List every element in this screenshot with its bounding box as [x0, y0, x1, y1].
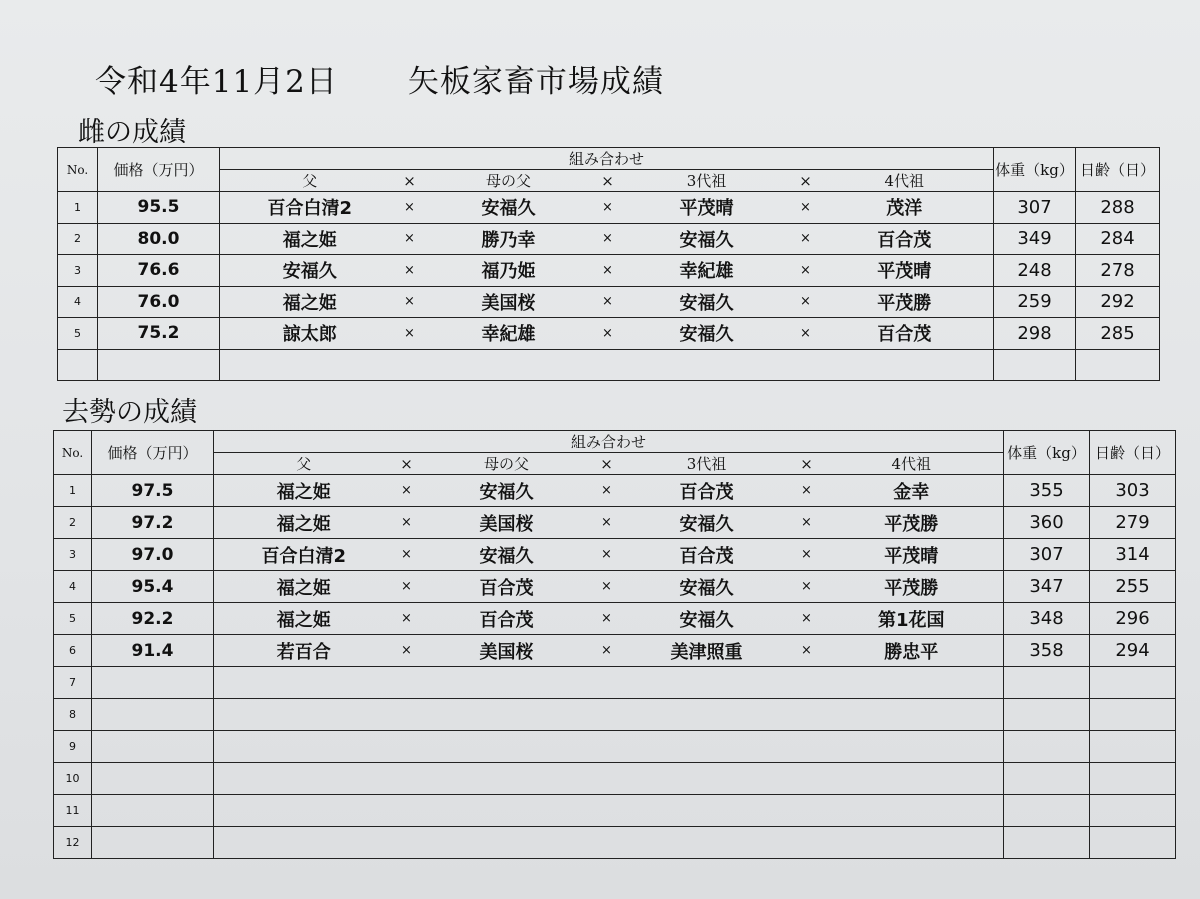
sire-cell: [214, 795, 394, 827]
cross-mark: ×: [796, 192, 816, 224]
weight-cell: [1004, 763, 1090, 795]
third-sire-cell: 安福久: [620, 507, 794, 539]
dam-sire-cell: 百合茂: [420, 603, 594, 635]
weight-cell: 307: [1004, 539, 1090, 571]
third-sire-cell: 安福久: [618, 286, 796, 318]
table-row: [54, 539, 1176, 571]
weight-cell: [1004, 795, 1090, 827]
third-sire-cell: 安福久: [618, 223, 796, 255]
title-market: 矢板家畜市場成績: [407, 64, 664, 100]
cross-mark: ×: [794, 475, 820, 507]
age-cell: 296: [1090, 603, 1176, 635]
dam-sire-cell: 安福久: [420, 475, 594, 507]
table-row: [54, 603, 1176, 635]
cross-mark: [400, 349, 420, 381]
cross-mark: [394, 731, 420, 763]
row-number: 8: [54, 699, 92, 731]
cross-mark: [794, 699, 820, 731]
cross-mark: ×: [796, 286, 816, 318]
age-cell: [1076, 349, 1160, 381]
age-cell: 278: [1076, 255, 1160, 287]
age-cell: 314: [1090, 539, 1176, 571]
price-cell: 76.0: [98, 286, 220, 318]
fourth-sire-cell: [816, 349, 994, 381]
row-number: 5: [54, 603, 92, 635]
price-cell: 92.2: [92, 603, 214, 635]
cross-mark: ×: [794, 571, 820, 603]
table-row: [54, 795, 1176, 827]
row-number: 5: [58, 318, 98, 350]
header-age: 日齢（日）: [1090, 431, 1176, 475]
dam-sire-cell: [420, 699, 594, 731]
third-sire-cell: 百合茂: [620, 475, 794, 507]
steer-section-title: 去勢の成績: [62, 397, 197, 428]
third-sire-cell: [618, 349, 796, 381]
sire-cell: 百合白清2: [214, 539, 394, 571]
price-cell: 97.0: [92, 539, 214, 571]
weight-cell: 248: [994, 255, 1076, 287]
third-sire-cell: [620, 731, 794, 763]
heifer-section-title: 雌の成績: [78, 117, 186, 148]
dam-sire-cell: 美国桜: [420, 635, 594, 667]
cross-mark: ×: [794, 507, 820, 539]
third-sire-cell: [620, 827, 794, 859]
row-number: 4: [54, 571, 92, 603]
price-cell: [92, 827, 214, 859]
header-sire: 父: [214, 453, 394, 475]
header-sire: 父: [220, 170, 400, 192]
cross-mark: [594, 731, 620, 763]
fourth-sire-cell: [820, 731, 1004, 763]
header-third-sire: 3代祖: [620, 453, 794, 475]
third-sire-cell: [620, 795, 794, 827]
table-row: [54, 571, 1176, 603]
fourth-sire-cell: 平茂勝: [820, 571, 1004, 603]
row-number: 2: [54, 507, 92, 539]
cross-mark: ×: [598, 318, 618, 350]
table-row: [58, 286, 1160, 318]
row-number: 4: [58, 286, 98, 318]
row-number: 3: [58, 255, 98, 287]
third-sire-cell: 安福久: [618, 318, 796, 350]
price-cell: 97.5: [92, 475, 214, 507]
row-number: 1: [54, 475, 92, 507]
cross-mark: [594, 795, 620, 827]
table-row: [54, 667, 1176, 699]
row-number: 1: [58, 192, 98, 224]
header-third-sire: 3代祖: [618, 170, 796, 192]
age-cell: [1090, 731, 1176, 763]
dam-sire-cell: [420, 827, 594, 859]
table-row: [54, 731, 1176, 763]
dam-sire-cell: [420, 731, 594, 763]
fourth-sire-cell: 茂洋: [816, 192, 994, 224]
weight-cell: 355: [1004, 475, 1090, 507]
cross-mark: [594, 699, 620, 731]
header-weight: 体重（kg）: [1004, 431, 1090, 475]
third-sire-cell: 安福久: [620, 571, 794, 603]
price-cell: [92, 763, 214, 795]
weight-cell: [1004, 731, 1090, 763]
sire-cell: [220, 349, 400, 381]
cross-mark: [598, 349, 618, 381]
header-price: 価格（万円）: [98, 148, 220, 192]
sire-cell: 福之姫: [214, 571, 394, 603]
sire-cell: 若百合: [214, 635, 394, 667]
price-cell: [98, 349, 220, 381]
table-row: [58, 223, 1160, 255]
header-row: [58, 148, 1160, 170]
cross-mark: ×: [400, 223, 420, 255]
cross-mark: [794, 763, 820, 795]
fourth-sire-cell: 平茂晴: [820, 539, 1004, 571]
header-no: No.: [54, 431, 92, 475]
row-number: [58, 349, 98, 381]
age-cell: 284: [1076, 223, 1160, 255]
steer-results-table: [53, 430, 1176, 859]
cross-mark: ×: [394, 635, 420, 667]
price-cell: 75.2: [98, 318, 220, 350]
cross-mark: ×: [598, 255, 618, 287]
third-sire-cell: [620, 763, 794, 795]
table-row: [54, 699, 1176, 731]
fourth-sire-cell: [820, 699, 1004, 731]
cross-mark: [794, 795, 820, 827]
fourth-sire-cell: 金幸: [820, 475, 1004, 507]
dam-sire-cell: 美国桜: [420, 507, 594, 539]
fourth-sire-cell: [820, 763, 1004, 795]
cross-mark: ×: [394, 603, 420, 635]
cross-mark: [594, 827, 620, 859]
cross-mark: [594, 667, 620, 699]
cross-mark: ×: [400, 192, 420, 224]
row-number: 7: [54, 667, 92, 699]
price-cell: [92, 731, 214, 763]
dam-sire-cell: [420, 763, 594, 795]
row-number: 2: [58, 223, 98, 255]
cross-mark: ×: [400, 318, 420, 350]
heifer-results-table: [57, 147, 1160, 381]
cross-mark: [794, 827, 820, 859]
document-title: [95, 56, 664, 101]
fourth-sire-cell: 勝忠平: [820, 635, 1004, 667]
cross-mark: ×: [594, 475, 620, 507]
row-number: 12: [54, 827, 92, 859]
weight-cell: 347: [1004, 571, 1090, 603]
dam-sire-cell: [420, 349, 598, 381]
price-cell: [92, 667, 214, 699]
header-weight: 体重（kg）: [994, 148, 1076, 192]
dam-sire-cell: 美国桜: [420, 286, 598, 318]
header-cross: ×: [594, 453, 620, 475]
third-sire-cell: 百合茂: [620, 539, 794, 571]
cross-mark: ×: [796, 255, 816, 287]
sire-cell: [214, 763, 394, 795]
weight-cell: 259: [994, 286, 1076, 318]
weight-cell: 298: [994, 318, 1076, 350]
cross-mark: [394, 763, 420, 795]
third-sire-cell: [620, 699, 794, 731]
third-sire-cell: [620, 667, 794, 699]
cross-mark: ×: [594, 507, 620, 539]
cross-mark: [794, 731, 820, 763]
header-cross: ×: [794, 453, 820, 475]
cross-mark: [394, 795, 420, 827]
third-sire-cell: 安福久: [620, 603, 794, 635]
price-cell: 91.4: [92, 635, 214, 667]
price-cell: 76.6: [98, 255, 220, 287]
cross-mark: ×: [794, 603, 820, 635]
row-number: 9: [54, 731, 92, 763]
sire-cell: 福之姫: [214, 475, 394, 507]
cross-mark: ×: [400, 286, 420, 318]
sire-cell: 安福久: [220, 255, 400, 287]
header-age: 日齢（日）: [1076, 148, 1160, 192]
table-row: [54, 507, 1176, 539]
cross-mark: [594, 763, 620, 795]
header-cross: ×: [598, 170, 618, 192]
row-number: 11: [54, 795, 92, 827]
sire-cell: 福之姫: [220, 223, 400, 255]
cross-mark: [394, 827, 420, 859]
dam-sire-cell: [420, 667, 594, 699]
dam-sire-cell: 幸紀雄: [420, 318, 598, 350]
price-cell: 80.0: [98, 223, 220, 255]
cross-mark: ×: [394, 475, 420, 507]
cross-mark: ×: [400, 255, 420, 287]
cross-mark: ×: [594, 539, 620, 571]
header-combination: 組み合わせ: [220, 148, 994, 170]
weight-cell: 307: [994, 192, 1076, 224]
price-cell: 95.5: [98, 192, 220, 224]
fourth-sire-cell: [820, 795, 1004, 827]
sire-cell: 諒太郎: [220, 318, 400, 350]
sire-cell: [214, 731, 394, 763]
third-sire-cell: 幸紀雄: [618, 255, 796, 287]
dam-sire-cell: [420, 795, 594, 827]
table-row: [58, 192, 1160, 224]
price-cell: 95.4: [92, 571, 214, 603]
cross-mark: [794, 667, 820, 699]
age-cell: 279: [1090, 507, 1176, 539]
weight-cell: [1004, 667, 1090, 699]
header-dam-sire: 母の父: [420, 170, 598, 192]
table-row: [58, 255, 1160, 287]
cross-mark: ×: [594, 635, 620, 667]
title-date: 令和4年11月2日: [95, 64, 338, 100]
age-cell: 292: [1076, 286, 1160, 318]
sire-cell: 福之姫: [214, 507, 394, 539]
header-fourth-sire: 4代祖: [820, 453, 1004, 475]
age-cell: 303: [1090, 475, 1176, 507]
weight-cell: 349: [994, 223, 1076, 255]
age-cell: 255: [1090, 571, 1176, 603]
weight-cell: 358: [1004, 635, 1090, 667]
cross-mark: ×: [594, 603, 620, 635]
sire-cell: 福之姫: [214, 603, 394, 635]
cross-mark: ×: [394, 539, 420, 571]
age-cell: [1090, 763, 1176, 795]
age-cell: [1090, 667, 1176, 699]
dam-sire-cell: 勝乃幸: [420, 223, 598, 255]
header-fourth-sire: 4代祖: [816, 170, 994, 192]
sire-cell: [214, 667, 394, 699]
weight-cell: [994, 349, 1076, 381]
header-cross: ×: [400, 170, 420, 192]
cross-mark: [796, 349, 816, 381]
age-cell: [1090, 827, 1176, 859]
weight-cell: 348: [1004, 603, 1090, 635]
age-cell: 288: [1076, 192, 1160, 224]
sire-cell: [214, 827, 394, 859]
age-cell: [1090, 795, 1176, 827]
dam-sire-cell: 百合茂: [420, 571, 594, 603]
header-no: No.: [58, 148, 98, 192]
table-row: [54, 827, 1176, 859]
fourth-sire-cell: 百合茂: [816, 223, 994, 255]
price-cell: [92, 795, 214, 827]
price-cell: 97.2: [92, 507, 214, 539]
age-cell: [1090, 699, 1176, 731]
third-sire-cell: 美津照重: [620, 635, 794, 667]
fourth-sire-cell: 第1花国: [820, 603, 1004, 635]
age-cell: 285: [1076, 318, 1160, 350]
fourth-sire-cell: 平茂勝: [816, 286, 994, 318]
cross-mark: ×: [598, 192, 618, 224]
table-row: [54, 635, 1176, 667]
header-price: 価格（万円）: [92, 431, 214, 475]
table-row: [54, 475, 1176, 507]
dam-sire-cell: 福乃姫: [420, 255, 598, 287]
row-number: 6: [54, 635, 92, 667]
cross-mark: ×: [598, 286, 618, 318]
weight-cell: 360: [1004, 507, 1090, 539]
header-dam-sire: 母の父: [420, 453, 594, 475]
table-row: [58, 349, 1160, 381]
fourth-sire-cell: 平茂勝: [820, 507, 1004, 539]
cross-mark: ×: [794, 539, 820, 571]
row-number: 3: [54, 539, 92, 571]
cross-mark: ×: [594, 571, 620, 603]
cross-mark: [394, 667, 420, 699]
age-cell: 294: [1090, 635, 1176, 667]
cross-mark: ×: [794, 635, 820, 667]
row-number: 10: [54, 763, 92, 795]
cross-mark: ×: [796, 318, 816, 350]
weight-cell: [1004, 699, 1090, 731]
cross-mark: ×: [394, 571, 420, 603]
weight-cell: [1004, 827, 1090, 859]
cross-mark: ×: [796, 223, 816, 255]
dam-sire-cell: 安福久: [420, 539, 594, 571]
sire-cell: [214, 699, 394, 731]
header-cross: ×: [796, 170, 816, 192]
price-cell: [92, 699, 214, 731]
header-cross: ×: [394, 453, 420, 475]
third-sire-cell: 平茂晴: [618, 192, 796, 224]
header-row: [54, 431, 1176, 453]
fourth-sire-cell: 百合茂: [816, 318, 994, 350]
dam-sire-cell: 安福久: [420, 192, 598, 224]
table-row: [54, 763, 1176, 795]
cross-mark: ×: [598, 223, 618, 255]
table-row: [58, 318, 1160, 350]
sire-cell: 百合白清2: [220, 192, 400, 224]
cross-mark: ×: [394, 507, 420, 539]
fourth-sire-cell: [820, 667, 1004, 699]
cross-mark: [394, 699, 420, 731]
fourth-sire-cell: 平茂晴: [816, 255, 994, 287]
sire-cell: 福之姫: [220, 286, 400, 318]
header-combination: 組み合わせ: [214, 431, 1004, 453]
fourth-sire-cell: [820, 827, 1004, 859]
